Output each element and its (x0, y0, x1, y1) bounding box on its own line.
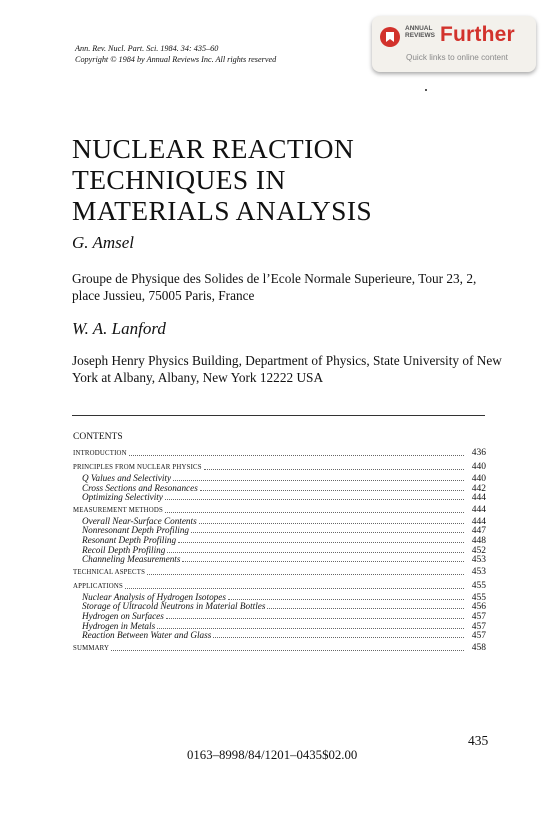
toc-entry (73, 473, 486, 483)
toc-entry-page: 444 (471, 516, 486, 527)
toc-entry-label: Nuclear Analysis of Hydrogen Isotopes (82, 591, 226, 602)
toc-entry-page: 457 (471, 621, 486, 632)
title-line-1: NUCLEAR REACTION (72, 133, 355, 164)
toc-entry (73, 525, 486, 535)
toc-entry (73, 630, 486, 640)
article-title (72, 133, 372, 226)
toc-entry-page: 458 (471, 642, 486, 653)
toc-entry-page: 447 (471, 526, 486, 537)
toc-entry (73, 516, 486, 526)
toc-entry-page: 455 (471, 580, 486, 591)
toc-entry (73, 621, 486, 631)
toc-entry-label: PRINCIPLES FROM NUCLEAR PHYSICS (73, 464, 202, 471)
toc-entry-page: 457 (471, 612, 486, 622)
toc-leader-dots (228, 592, 464, 600)
toc-leader-dots (191, 525, 464, 533)
toc-entry (73, 545, 486, 555)
toc-entry (73, 567, 486, 577)
title-line-3: MATERIALS ANALYSIS (72, 195, 373, 226)
toc-entry (73, 611, 486, 621)
toc-entry-page: 448 (471, 536, 486, 546)
toc-entry (73, 535, 486, 545)
author-name: G. Amsel (72, 233, 135, 252)
toc-entry-page: 440 (471, 462, 486, 472)
toc-entry-page: 455 (471, 592, 486, 603)
annual-reviews-wordmark (405, 25, 439, 39)
toc-leader-dots (157, 621, 464, 629)
toc-leader-dots (200, 483, 464, 491)
toc-entry-label: Overall Near-Surface Contents (82, 515, 197, 526)
annual-reviews-logo-icon (380, 27, 400, 47)
toc-leader-dots (267, 601, 464, 609)
toc-entry (73, 592, 486, 602)
toc-entry (73, 462, 486, 472)
toc-entry (73, 448, 486, 458)
copyright-line: Copyright © 1984 by Annual Reviews Inc. All rights reserved (75, 55, 277, 64)
toc-entry (73, 643, 486, 653)
divider (72, 415, 485, 416)
toc-leader-dots (165, 505, 464, 513)
issn-code: 0163–8998/84/1201–0435$02.00 (187, 748, 358, 762)
further-badge[interactable] (372, 16, 536, 72)
toc-entry (73, 483, 486, 493)
author-name: W. A. Lanford (72, 319, 166, 338)
toc-entry-label: SUMMARY (73, 644, 110, 652)
toc-entry (73, 554, 486, 564)
further-label: Further (440, 23, 515, 46)
stray-dot (425, 89, 427, 91)
toc-entry-label: Cross Sections and Resonances (82, 482, 198, 493)
toc-entry-label: Storage of Ultracold Neutrons in Material Bottles (82, 601, 266, 612)
toc-leader-dots (173, 473, 464, 481)
toc-entry-label: Resonant Depth Profiling (82, 535, 177, 545)
author-affiliation: Joseph Henry Physics Building, Department of Physics, State University of New York at Albany, Albany, New York 12222 USA (72, 353, 502, 385)
brand-line-2: REVIEWS (405, 32, 435, 39)
toc-leader-dots (165, 492, 464, 500)
toc-entry-label: Hydrogen in Metals (82, 620, 156, 631)
toc-entry-label: MEASUREMENT METHODS (73, 506, 163, 514)
toc-leader-dots (204, 462, 464, 470)
toc-entry-label: Optimizing Selectivity (82, 492, 163, 503)
toc-entry-label: Q Values and Selectivity (82, 473, 172, 483)
toc-entry-page: 442 (471, 483, 486, 494)
toc-leader-dots (111, 643, 464, 651)
author-affiliation: Groupe de Physique des Solides de l’Ecole Normale Superieure, Tour 23, 2, place Jussieu, 75005 Paris, France (72, 271, 477, 303)
toc-entry-page: 453 (471, 566, 486, 577)
toc-leader-dots (167, 545, 464, 553)
toc-leader-dots (166, 611, 464, 619)
toc-entry-label: Hydrogen on Surfaces (82, 611, 164, 621)
further-tagline: Quick links to online content (406, 53, 508, 62)
toc-leader-dots (147, 567, 464, 575)
brand-line-1: ANNUAL (405, 25, 433, 32)
toc-entry-label: Recoil Depth Profiling (82, 544, 166, 555)
toc-leader-dots (125, 581, 464, 589)
toc-entry-page: 440 (471, 474, 486, 484)
toc-entry-label: APPLICATIONS (73, 582, 123, 590)
toc-entry-page: 452 (471, 545, 486, 556)
toc-entry-label: INTRODUCTION (73, 450, 127, 457)
toc-entry (73, 601, 486, 611)
toc-entry (73, 581, 486, 591)
toc-entry-page: 457 (471, 631, 486, 642)
toc-entry (73, 505, 486, 515)
toc-entry-label: Reaction Between Water and Glass (82, 630, 212, 641)
toc-leader-dots (199, 516, 464, 524)
toc-entry (73, 492, 486, 502)
toc-entry-page: 444 (471, 493, 486, 504)
toc-entry-label: Channeling Measurements (82, 554, 181, 565)
toc-entry-page: 456 (471, 602, 486, 613)
toc-entry-label: Nonresonant Depth Profiling (82, 525, 190, 536)
toc-leader-dots (178, 535, 464, 543)
toc-leader-dots (129, 448, 464, 456)
toc-entry-page: 444 (471, 504, 486, 515)
toc-leader-dots (213, 630, 464, 638)
page-number: 435 (468, 733, 489, 748)
contents-heading: CONTENTS (73, 432, 123, 442)
title-line-2: TECHNIQUES IN (72, 164, 286, 195)
toc-entry-page: 436 (471, 448, 486, 458)
journal-citation: Ann. Rev. Nucl. Part. Sci. 1984. 34: 435–60 (75, 44, 219, 53)
toc-entry-page: 453 (471, 555, 486, 566)
toc-entry-label: TECHNICAL ASPECTS (73, 568, 146, 576)
toc-leader-dots (182, 554, 464, 562)
